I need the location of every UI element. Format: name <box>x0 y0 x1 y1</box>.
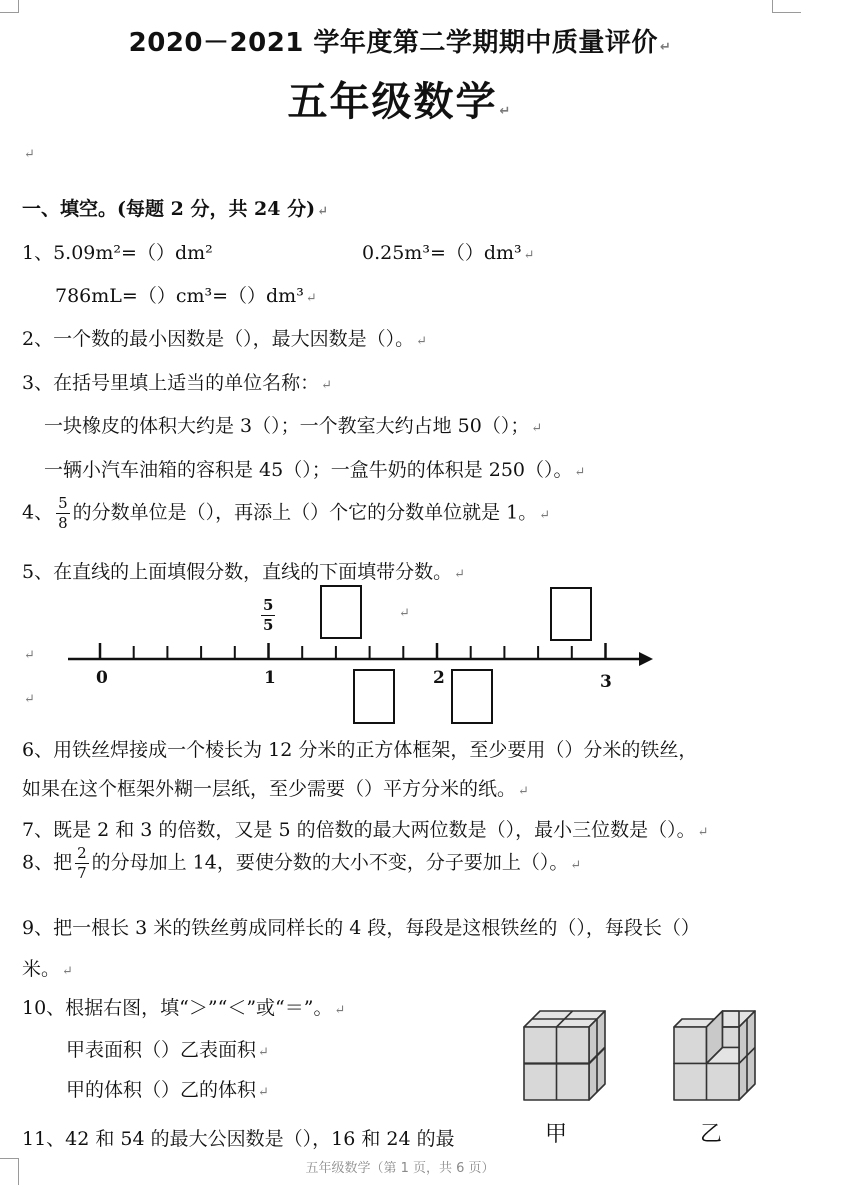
crop-mark-top-right <box>772 0 801 13</box>
answer-box-top-1[interactable] <box>320 585 362 639</box>
figure-a-cube <box>518 1005 618 1105</box>
crop-mark-top-left <box>0 0 19 13</box>
number-line-ticks <box>100 643 606 659</box>
paragraph-mark: ↵ <box>24 692 35 707</box>
question-11: 11、42 和 54 的最大公因数是（），16 和 24 的最 <box>22 1128 455 1150</box>
question-10-line-2: 甲的体积（）乙的体积 ↵ <box>66 1079 269 1101</box>
question-6-line-1: 6、用铁丝焊接成一个棱长为 12 分米的正方体框架，至少要用（）分米的铁丝， <box>22 739 698 761</box>
question-6-line-2: 如果在这个框架外糊一层纸，至少需要（）平方分米的纸。 ↵ <box>22 778 529 800</box>
number-line-fraction: $\frac{5}{5}$ <box>263 596 274 634</box>
question-4: 4、 $\frac{5}{8}$ 的分数单位是（），再添上（）个它的分数单位就是 1。 ↵ <box>22 494 551 532</box>
fraction: $\frac{5}{8}$ <box>58 494 68 532</box>
question-3-line-2: 一辆小汽车油箱的容积是 45（）；一盒牛奶的体积是 250（）。 ↵ <box>44 459 586 481</box>
tick-label-1: 1 <box>264 668 276 688</box>
arrow-head-icon <box>639 652 653 666</box>
answer-box-bottom-2[interactable] <box>451 669 493 724</box>
section-heading: 一、填空。(每题 2 分，共 24 分) ↵ <box>22 198 329 220</box>
question-1-line-2: 786mL=（）cm³=（）dm³ ↵ <box>55 285 317 307</box>
question-10-stem: 10、根据右图，填“＞”“＜”或“＝”。 ↵ <box>22 997 346 1019</box>
question-5: 5、在直线的上面填假分数，直线的下面填带分数。 ↵ <box>22 561 465 583</box>
paragraph-mark: ↵ <box>399 606 410 621</box>
question-2: 2、一个数的最小因数是（），最大因数是（）。 ↵ <box>22 328 427 350</box>
question-1-part-a: 1、5.09m²=（）dm² <box>22 242 213 264</box>
question-9-line-1: 9、把一根长 3 米的铁丝剪成同样长的 4 段，每段是这根铁丝的（），每段长（） <box>22 917 700 939</box>
paragraph-mark: ↵ <box>24 648 35 663</box>
tick-label-0: 0 <box>96 668 108 688</box>
question-9-line-2: 米。 ↵ <box>22 958 73 980</box>
figure-a-label: 甲 <box>545 1122 568 1147</box>
question-1-part-b: 0.25m³=（）dm³ ↵ <box>362 242 535 264</box>
tick-label-2: 2 <box>433 668 445 688</box>
exam-title: 2020－2021 学年度第二学期期中质量评价 ↵ <box>128 28 672 58</box>
figure-b-label: 乙 <box>700 1122 723 1147</box>
fraction: $\frac{2}{7}$ <box>77 844 87 882</box>
question-7: 7、既是 2 和 3 的倍数，又是 5 的倍数的最大两位数是（），最小三位数是（）。 ↵ <box>22 819 709 841</box>
page-footer: 五年级数学（第 1 页，共 6 页） <box>305 1161 495 1176</box>
question-3-line-1: 一块橡皮的体积大约是 3（）；一个教室大约占地 50（）； ↵ <box>44 415 543 437</box>
answer-box-bottom-1[interactable] <box>353 669 395 724</box>
question-8: 8、把 $\frac{2}{7}$ 的分母加上 14，要使分数的大小不变，分子要加上（）。 ↵ <box>22 844 582 882</box>
question-10-line-1: 甲表面积（）乙表面积 ↵ <box>66 1039 269 1061</box>
subject-title: 五年级数学 ↵ <box>287 79 513 125</box>
answer-box-top-2[interactable] <box>550 587 592 641</box>
paragraph-mark: ↵ <box>24 147 35 162</box>
question-3-stem: 3、在括号里填上适当的单位名称： ↵ <box>22 372 332 394</box>
tick-label-3: 3 <box>600 672 612 692</box>
figure-b-cube <box>668 1005 768 1105</box>
